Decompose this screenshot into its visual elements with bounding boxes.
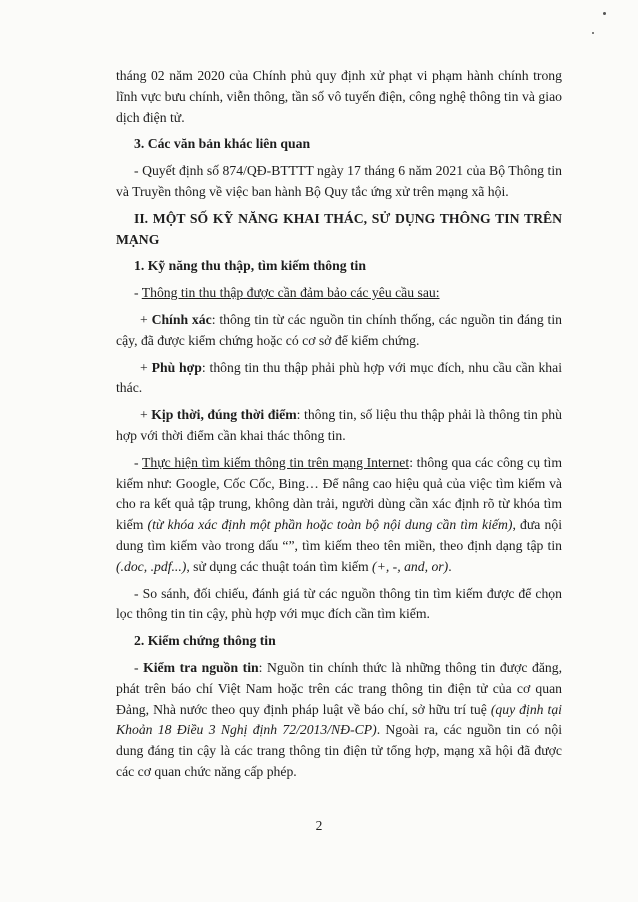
bold-term: Phù hợp [151,359,202,375]
italic-text: (.doc, .pdf...) [116,558,187,574]
paragraph-text: , sử dụng các thuật toán tìm kiếm [186,558,373,574]
paragraph-compare: - So sánh, đối chiếu, đánh giá từ các nguồn thông tin tìm kiếm được để chọn lọc thông tin tin cậy, phù hợp với mục đích cần tìm kiếm. [116,585,562,622]
scan-speck [592,32,594,34]
paragraph-text: . [448,558,452,574]
paragraph-text: , đưa nội dung tìm kiếm vào trong dấu “”, tìm kiếm theo tên miền, theo định dạng tập tin [116,517,563,553]
italic-text: (+, -, and, or) [372,558,449,574]
bullet-dash: - [134,285,142,301]
document-body [116,66,562,789]
italic-text: (quy định tại Khoản 18 Điều 3 Nghị định 72/2013/NĐ-CP) [116,701,562,738]
paragraph-continuation: tháng 02 năm 2020 của Chính phủ quy định xử phạt vi phạm hành chính trong lĩnh vực bưu chính, viễn thông, tần số vô tuyến điện, công nghệ thông tin và giao dịch điện tử. [116,68,562,125]
paragraph-internet-search [116,453,562,578]
paragraph-text: : Nguồn tin chính thức là những thông tin được đăng, phát trên báo chí Việt Nam hoặc trên các trang thông tin điện tử của cơ quan Đảng, Nhà nước theo quy định pháp luật về báo chí, sở hữu trí tuệ [116,659,563,717]
bullet-plus: + [140,359,152,375]
italic-text: (từ khóa xác định một phần hoặc toàn bộ nội dung cần tìm kiếm) [147,517,513,533]
bold-term: Kiểm tra nguồn tin [143,659,259,675]
paragraph-text: : thông tin từ các nguồn tin chính thống, các nguồn tin đáng tin cậy, đã được kiểm chứng hoặc có cơ sở để kiểm chứng. [116,311,562,348]
bullet-plus: + [140,407,152,423]
paragraph-timely [116,405,562,447]
bullet-dash: - [134,454,142,470]
bold-term: Kịp thời, đúng thời điểm [151,407,297,423]
underlined-text: Thông tin thu thập được cần đảm bảo các yêu cầu sau: [141,285,440,301]
page-number: 2 [315,818,323,833]
paragraph-check-source [116,658,562,783]
paragraph-accurate [116,310,562,352]
section-heading-3: 3. Các văn bản khác liên quan [134,136,311,152]
bullet-plus: + [140,311,152,327]
bold-term: Chính xác [151,311,212,327]
bullet-dash: - [134,659,144,675]
paragraph-decision-874: - Quyết định số 874/QĐ-BTTTT ngày 17 tháng 6 năm 2021 của Bộ Thông tin và Truyền thông về việc ban hành Bộ Quy tắc ứng xử trên mạng xã hội. [116,163,562,199]
paragraph-text: . Ngoài ra, các nguồn tin có nội dung đáng tin cậy là các trang thông tin điện tử tổng hợp, mạng xã hội đã được các cơ quan chức năng cấp phép. [116,722,563,779]
section-heading-II: II. MỘT SỐ KỸ NĂNG KHAI THÁC, SỬ DỤNG THÔNG TIN TRÊN MẠNG [116,210,562,247]
scan-speck [603,12,606,15]
paragraph-text: : thông tin thu thập phải phù hợp với mục đích, nhu cầu cần khai thác. [116,359,563,396]
subheading-1: 1. Kỹ năng thu thập, tìm kiếm thông tin [134,258,366,274]
paragraph-text: : thông tin, số liệu thu thập phải là thông tin phù hợp với thời điểm cần khai thác thông tin. [116,407,562,443]
paragraph-text: : thông qua các công cụ tìm kiếm như: Google, Cốc Cốc, Bing… Để nâng cao hiệu quả của việc tìm kiếm và cho ra kết quả tập trung, không dàn trải, người dùng cần xác định rõ từ khóa tìm kiếm [116,454,563,533]
underlined-text: Thực hiện tìm kiếm thông tin trên mạng Internet [142,454,410,470]
paragraph-requirements [116,283,562,304]
subheading-2: 2. Kiểm chứng thông tin [134,633,276,649]
paragraph-suitable [116,358,562,400]
